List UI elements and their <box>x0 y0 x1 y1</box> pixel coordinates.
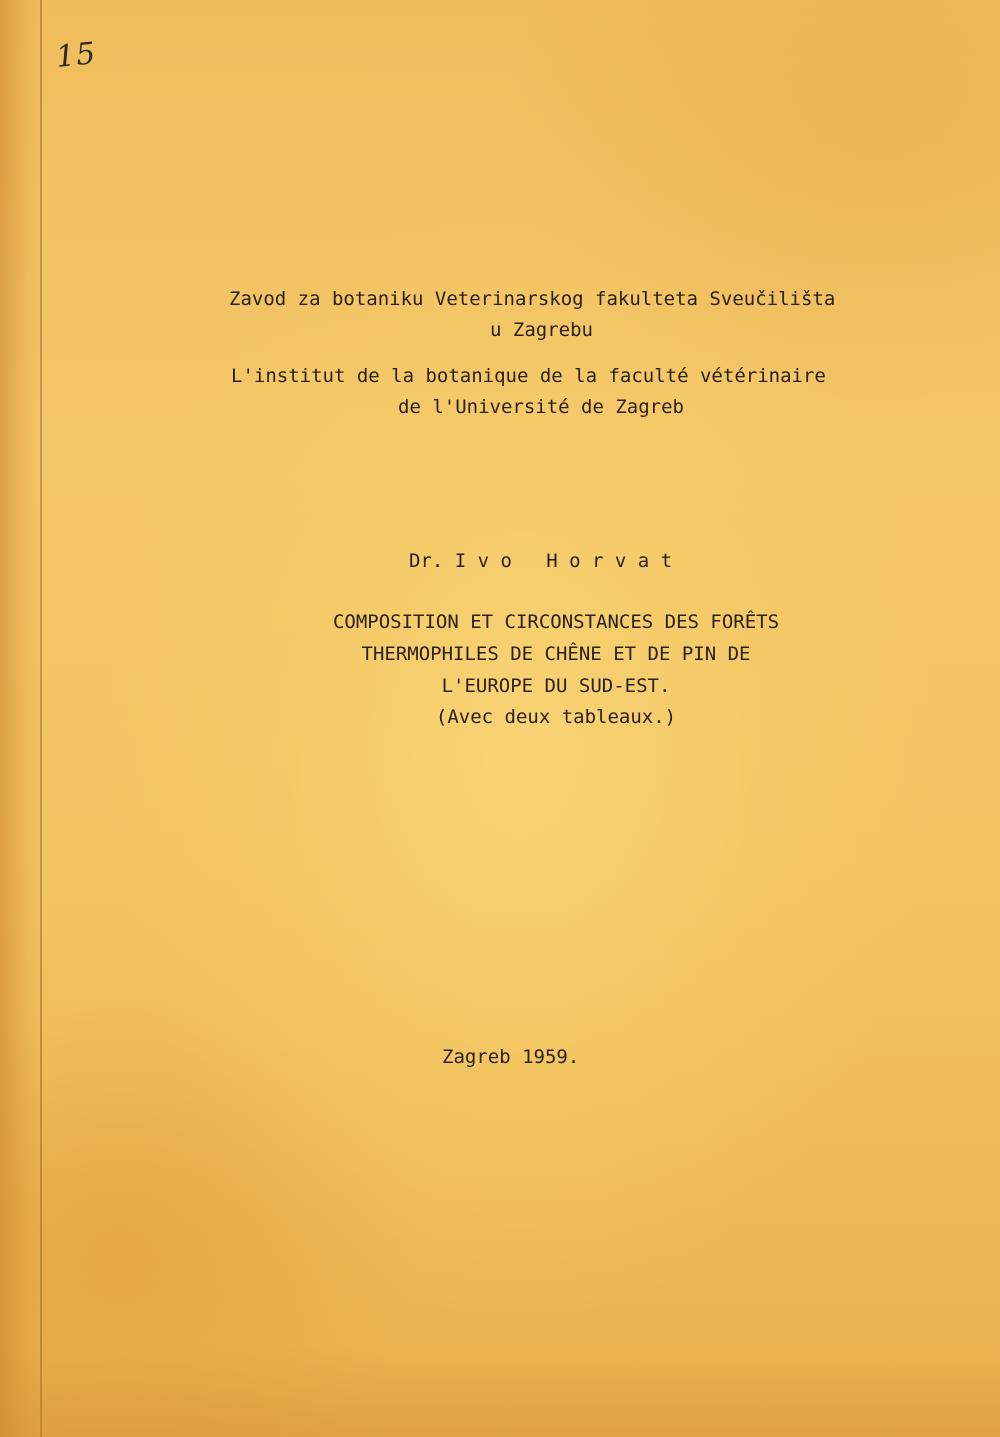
title-line1: COMPOSITION ET CIRCONSTANCES DES FORÊTS <box>332 611 780 633</box>
institution-hr-line1: Zavod za botaniku Veterinarskog fakulteta Sveučilišta <box>229 288 836 310</box>
institution-fr-line1: L'institut de la botanique de la faculté vétérinaire <box>231 365 826 387</box>
author-name: Dr. I v o H o r v a t <box>409 550 673 572</box>
institution-fr-line2: de l'Université de Zagreb <box>398 396 684 418</box>
imprint-place-date: Zagreb 1959. <box>442 1046 580 1068</box>
binding-edge-shading <box>0 0 42 1437</box>
handwritten-annotation: 15 <box>54 35 98 76</box>
title-line4: (Avec deux tableaux.) <box>435 706 677 728</box>
bottom-edge-shading <box>0 1347 1000 1437</box>
institution-hr-line2: u Zagrebu <box>490 319 593 341</box>
title-line3: L'EUROPE DU SUD-EST. <box>441 675 671 697</box>
title-line2: THERMOPHILES DE CHÊNE ET DE PIN DE <box>361 643 751 665</box>
binding-fold-line <box>40 0 42 1437</box>
